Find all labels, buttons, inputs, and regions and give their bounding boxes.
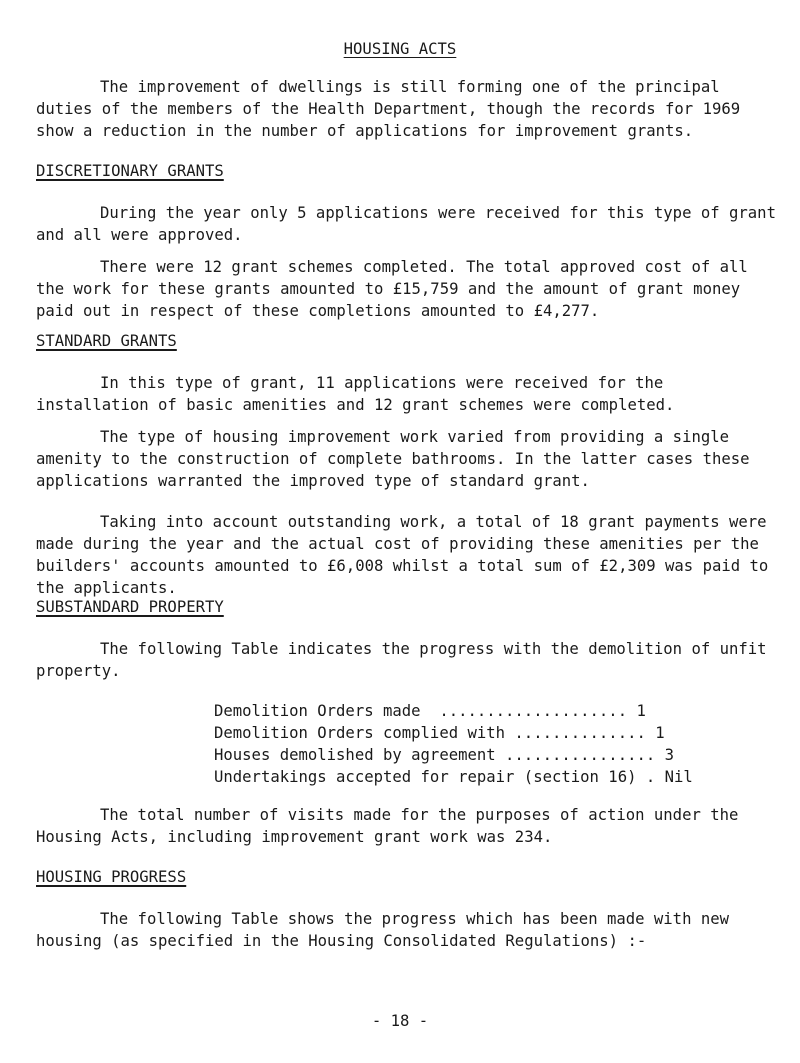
substandard-paragraph-1: The following Table indicates the progress with the demolition of unfit property. (36, 640, 767, 680)
page-title: HOUSING ACTS (343, 40, 457, 58)
table-row: Undertakings accepted for repair (section 16) . Nil (214, 768, 693, 786)
discretionary-grants-heading: DISCRETIONARY GRANTS (36, 162, 224, 180)
standard-grants-heading: STANDARD GRANTS (36, 332, 177, 350)
housing-progress-heading: HOUSING PROGRESS (36, 868, 187, 886)
standard-paragraph-2: The type of housing improvement work varied from providing a single amenity to the construction of complete bathrooms. In the latter cases these applications warranted the improved type of standard grant. (36, 428, 750, 490)
table-row: Houses demolished by agreement ................ 3 (214, 746, 675, 764)
substandard-property-heading: SUBSTANDARD PROPERTY (36, 598, 224, 616)
housing-progress-paragraph: The following Table shows the progress which has been made with new housing (as specified in the Housing Consolidated Regulations) :- (36, 910, 730, 950)
standard-paragraph-1: In this type of grant, 11 applications were received for the installation of basic amenities and 12 grant schemes were completed. (36, 374, 675, 414)
substandard-paragraph-2: The total number of visits made for the purposes of action under the Housing Acts, including improvement grant work was 234. (36, 806, 739, 846)
page-number: - 18 - (371, 1012, 429, 1030)
table-row: Demolition Orders complied with .............. 1 (214, 724, 665, 742)
table-row: Demolition Orders made .................... 1 (214, 702, 646, 720)
demolition-table (214, 700, 693, 788)
discretionary-paragraph-1: During the year only 5 applications were received for this type of grant and all were approved. (36, 204, 776, 244)
standard-paragraph-3: Taking into account outstanding work, a total of 18 grant payments were made during the year and the actual cost of providing these amenities per the builders' accounts amounted to £6,008 whilst a total sum of £2,309 was paid to the applicants. (36, 513, 769, 597)
discretionary-paragraph-2: There were 12 grant schemes completed. The total approved cost of all the work for these grants amounted to £15,759 and the amount of grant money paid out in respect of these completions amounted to £4,277. (36, 258, 748, 320)
intro-paragraph: The improvement of dwellings is still forming one of the principal duties of the members of the Health Department, though the records for 1969 show a reduction in the number of applications for improvement grants. (36, 78, 741, 140)
